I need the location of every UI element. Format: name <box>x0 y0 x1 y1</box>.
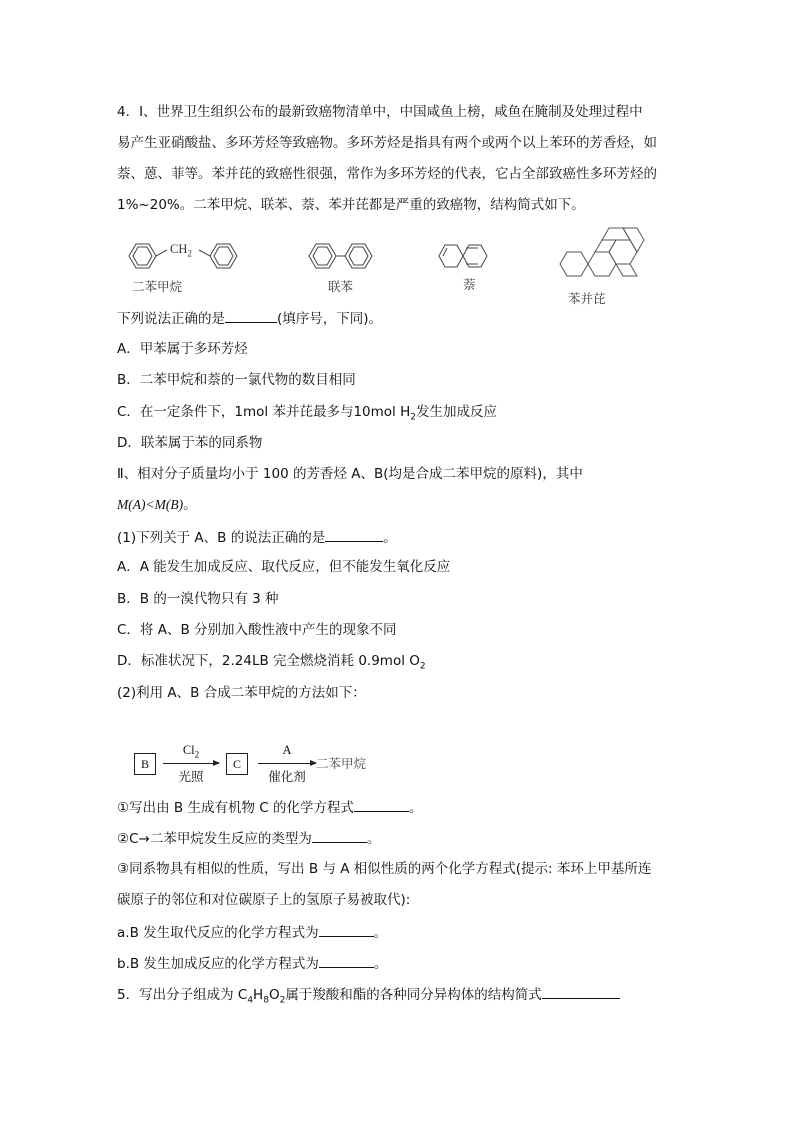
mass-relation: M(A)<M(B)。 <box>117 497 197 513</box>
question-3b: b.B 发生加成反应的化学方程式为 。 <box>117 953 387 973</box>
option-c: C．在一定条件下，1mol 苯并芘最多与10mol $H_2$发生加成反应 <box>117 404 497 423</box>
q4-intro-line: 萘、蒽、菲等。苯并芘的致癌性很强，常作为多环芳烃的代表，它占全部致癌性多环芳烃的 <box>117 166 657 182</box>
option-a: A．A 能发生加成反应、取代反应，但不能发生氧化反应 <box>117 559 451 575</box>
box-b: B <box>134 753 156 775</box>
part1-prompt: 下列说法正确的是 (填序号，下同)。 <box>117 308 382 328</box>
sub2-prompt: (2)利用 A、B 合成二苯甲烷的方法如下： <box>117 685 366 701</box>
answer-blank[interactable] <box>319 922 374 937</box>
q4-intro-line: 1%~20%。二苯甲烷、联苯、萘、苯并芘都是严重的致癌物，结构简式如下。 <box>117 197 585 213</box>
answer-blank[interactable] <box>319 953 374 968</box>
question-1: ①写出由 B 生成有机物 C 的化学方程式 。 <box>117 797 422 817</box>
answer-blank[interactable] <box>225 308 277 323</box>
arrow-icon <box>163 763 219 764</box>
option-d: D．联苯属于苯的同系物 <box>117 435 263 451</box>
box-c: C <box>226 753 248 775</box>
q4-intro-line: 易产生亚硝酸盐、多环芳烃等致癌物。多环芳烃是指具有两个或两个以上苯环的芳香烃，如 <box>117 135 657 151</box>
option-c: C．将 A、B 分别加入酸性液中产生的现象不同 <box>117 622 397 638</box>
part2-intro: Ⅱ、相对分子质量均小于 100 的芳香烃 A、B(均是合成二苯甲烷的原料)，其中 <box>117 466 583 482</box>
answer-blank[interactable] <box>542 984 620 999</box>
question-3a: a.B 发生取代反应的化学方程式为 。 <box>117 922 387 942</box>
question-2: ②C→二苯甲烷发生反应的类型为 。 <box>117 828 380 848</box>
ch2-label: $CH_2$ <box>170 242 192 259</box>
option-d: D．标准状况下，2.24LB 完全燃烧消耗 0.9mol $O_2$ <box>117 653 426 672</box>
sub1-prompt: (1)下列关于 A、B 的说法正确的是 。 <box>117 527 397 547</box>
biphenyl-structure <box>305 238 385 274</box>
q4-intro-line: 4．Ⅰ、世界卫生组织公布的最新致癌物清单中，中国咸鱼上榜，咸鱼在腌制及处理过程中 <box>117 104 643 120</box>
condition-1: 光照 <box>178 769 204 784</box>
answer-blank[interactable] <box>312 828 367 843</box>
reagent-1: $Cl_2$ <box>182 743 200 760</box>
structure-label: 苯并芘 <box>568 291 606 306</box>
benzopyrene-structure <box>555 222 655 286</box>
structure-label: 二苯甲烷 <box>132 279 183 294</box>
option-b: B．B 的一溴代物只有 3 种 <box>117 591 279 607</box>
option-a: A．甲苯属于多环芳烃 <box>117 341 248 357</box>
naphthalene-structure <box>437 238 497 274</box>
arrow-icon <box>258 763 316 764</box>
condition-2: 催化剂 <box>268 769 306 784</box>
product: 二苯甲烷 <box>316 756 367 771</box>
question-3: 碳原子的邻位和对位碳原子上的氢原子易被取代): <box>117 892 411 908</box>
structure-label: 萘 <box>463 277 476 292</box>
option-b: B．二苯甲烷和萘的一氯代物的数目相同 <box>117 372 356 388</box>
reagent-2: A <box>282 743 292 757</box>
question-5: 5．写出分子组成为 $C_4H_8O_2$属于羧酸和酯的各种同分异构体的结构简式 <box>117 984 620 1010</box>
answer-blank[interactable] <box>354 797 409 812</box>
structure-label: 联苯 <box>328 279 354 294</box>
question-3: ③同系物具有相似的性质，写出 B 与 A 相似性质的两个化学方程式(提示: 苯环上甲基所连 <box>117 861 652 877</box>
answer-blank[interactable] <box>325 527 383 542</box>
